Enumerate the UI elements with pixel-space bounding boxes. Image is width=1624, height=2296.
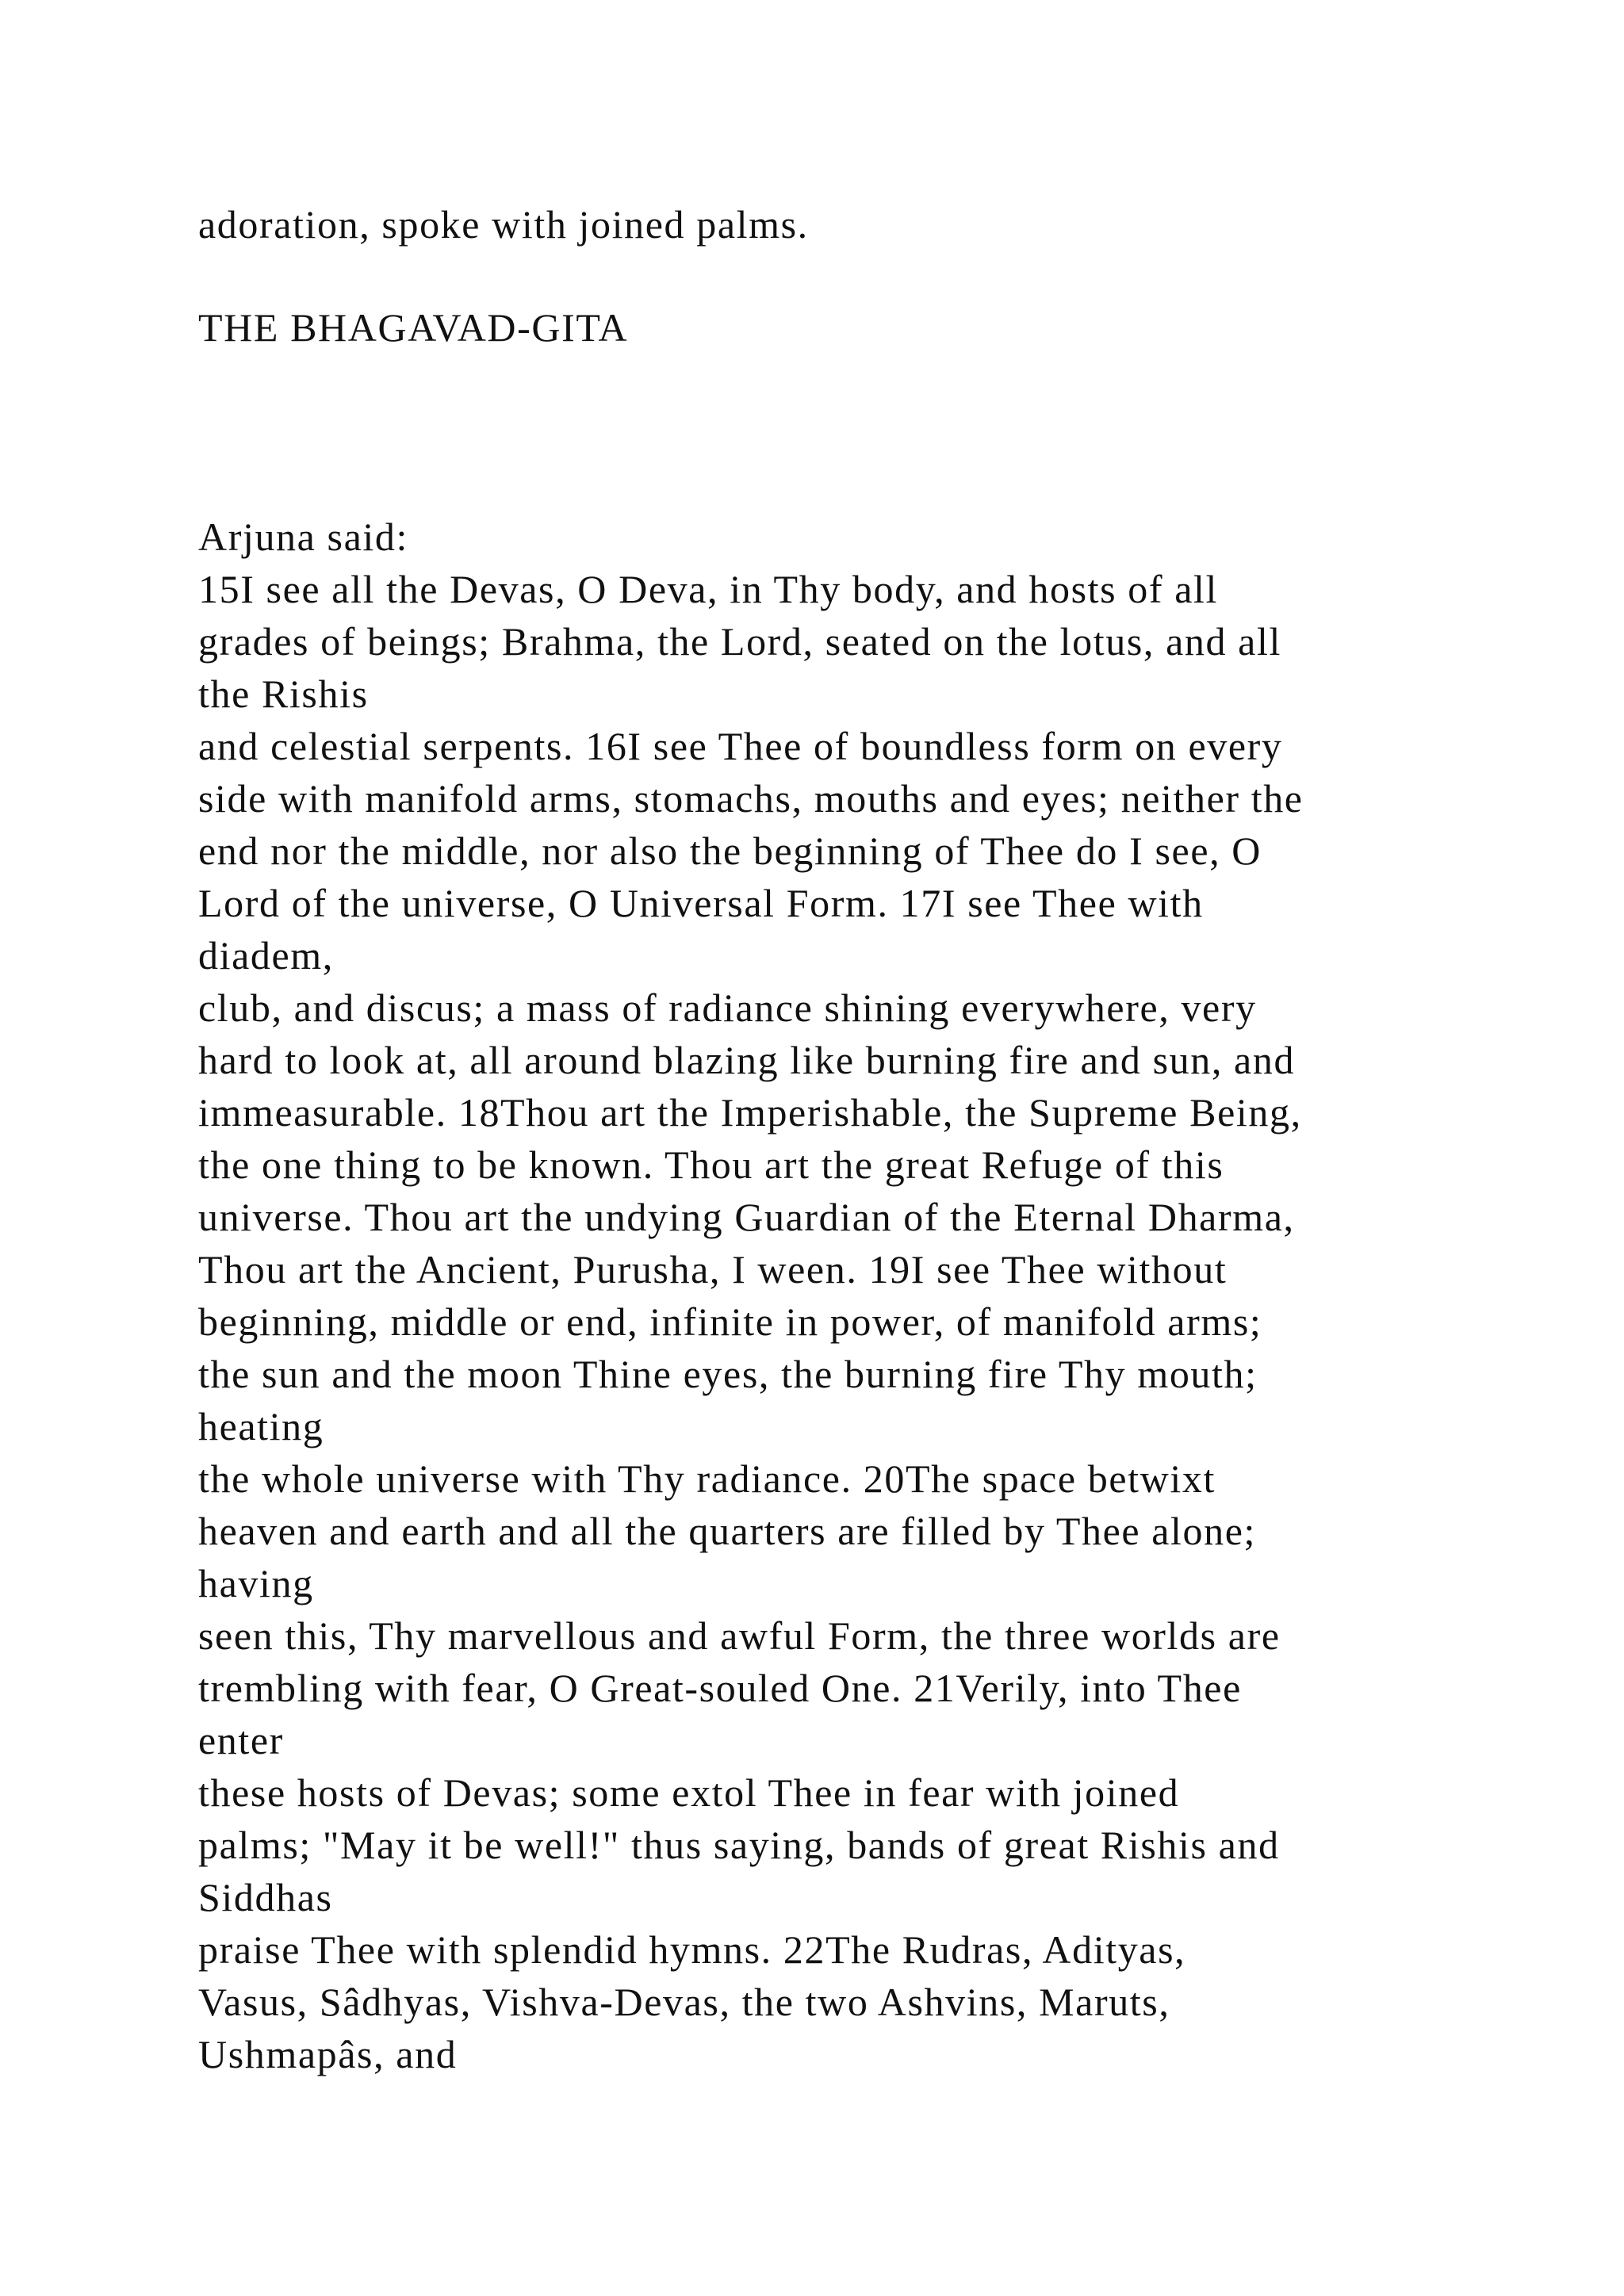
body-line: the Rishis bbox=[198, 672, 369, 716]
body-line: and celestial serpents. 16I see Thee of boundless form on every bbox=[198, 724, 1283, 768]
opening-line: adoration, spoke with joined palms. bbox=[198, 202, 809, 247]
body-line: club, and discus; a mass of radiance shining everywhere, very bbox=[198, 985, 1257, 1030]
body-line: enter bbox=[198, 1718, 284, 1762]
body-line: the one thing to be known. Thou art the great Refuge of this bbox=[198, 1142, 1224, 1187]
body-line: Vasus, Sâdhyas, Vishva-Devas, the two Ashvins, Maruts, bbox=[198, 1980, 1170, 2024]
body-line: universe. Thou art the undying Guardian of the Eternal Dharma, bbox=[198, 1195, 1295, 1239]
body-line: praise Thee with splendid hymns. 22The Rudras, Adityas, bbox=[198, 1927, 1186, 1972]
speaker-heading: Arjuna said: bbox=[198, 515, 408, 559]
body-line: heating bbox=[198, 1404, 324, 1448]
body-line: 15I see all the Devas, O Deva, in Thy body, and hosts of all bbox=[198, 567, 1219, 611]
body-line: these hosts of Devas; some extol Thee in fear with joined bbox=[198, 1770, 1180, 1815]
running-header: THE BHAGAVAD-GITA bbox=[198, 305, 629, 350]
body-line: Ushmapâs, and bbox=[198, 2032, 458, 2076]
body-line: hard to look at, all around blazing like burning fire and sun, and bbox=[198, 1038, 1296, 1082]
body-line: diadem, bbox=[198, 933, 334, 978]
body-line: end nor the middle, nor also the beginning of Thee do I see, O bbox=[198, 828, 1262, 873]
body-line: having bbox=[198, 1561, 314, 1605]
body-line: heaven and earth and all the quarters are filled by Thee alone; bbox=[198, 1509, 1257, 1553]
body-line: Siddhas bbox=[198, 1875, 333, 1919]
body-line: trembling with fear, O Great-souled One. 21Verily, into Thee bbox=[198, 1666, 1242, 1710]
body-line: the sun and the moon Thine eyes, the burning fire Thy mouth; bbox=[198, 1352, 1258, 1396]
body-line: Lord of the universe, O Universal Form. 17I see Thee with bbox=[198, 881, 1204, 925]
body-line: grades of beings; Brahma, the Lord, seated on the lotus, and all bbox=[198, 619, 1281, 664]
body-line: the whole universe with Thy radiance. 20The space betwixt bbox=[198, 1456, 1216, 1501]
body-line: seen this, Thy marvellous and awful Form, the three worlds are bbox=[198, 1613, 1281, 1658]
body-line: side with manifold arms, stomachs, mouths and eyes; neither the bbox=[198, 776, 1304, 821]
body-line: Thou art the Ancient, Purusha, I ween. 19I see Thee without bbox=[198, 1247, 1228, 1292]
body-line: immeasurable. 18Thou art the Imperishable, the Supreme Being, bbox=[198, 1090, 1302, 1135]
body-line: beginning, middle or end, infinite in power, of manifold arms; bbox=[198, 1299, 1262, 1344]
body-line: palms; "May it be well!" thus saying, bands of great Rishis and bbox=[198, 1823, 1280, 1867]
